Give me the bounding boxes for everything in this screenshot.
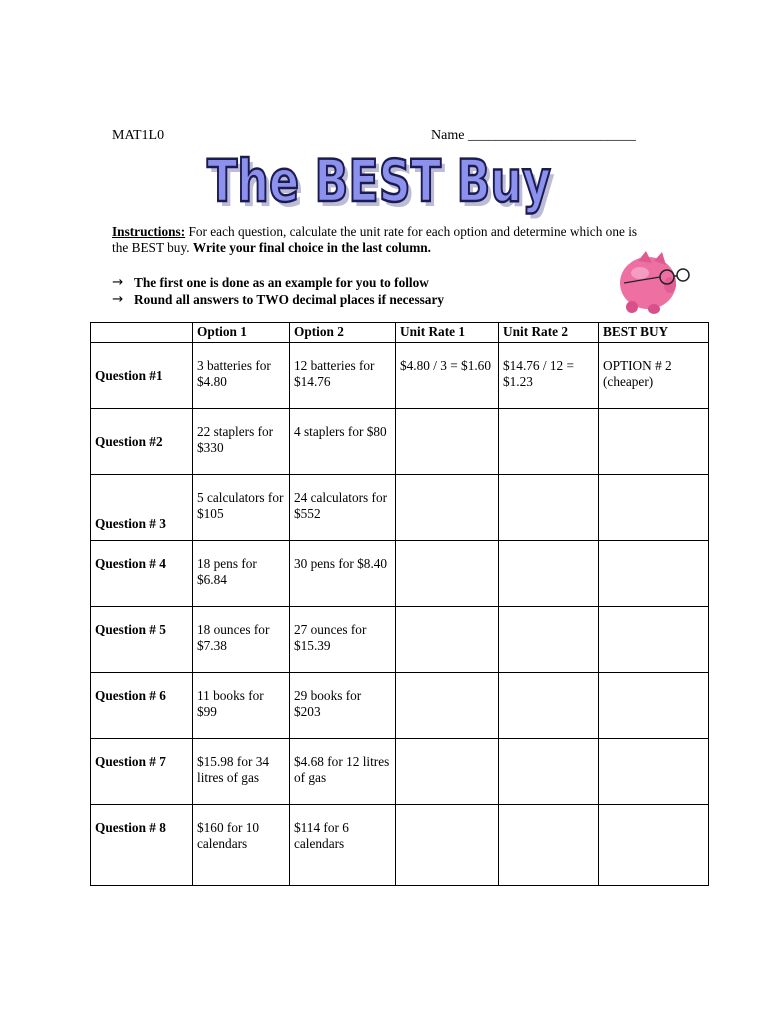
option2-cell: 12 batteries for $14.76: [290, 343, 396, 409]
question-label: Question #1: [91, 343, 193, 409]
bullet-list: [112, 274, 444, 308]
arrow-right-icon: →: [112, 275, 124, 290]
table-row: [91, 673, 709, 739]
arrow-right-icon: →: [112, 292, 124, 307]
option2-cell: 27 ounces for $15.39: [290, 607, 396, 673]
option2-cell: 24 calculators for $552: [290, 475, 396, 541]
unit-rate1-cell: [396, 541, 499, 607]
unit-rate2-cell: [499, 541, 599, 607]
question-label: Question # 6: [91, 673, 193, 739]
option2-cell: 30 pens for $8.40: [290, 541, 396, 607]
course-code: MAT1L0: [112, 128, 165, 143]
unit-rate2-cell: [499, 475, 599, 541]
best-buy-table: [90, 322, 709, 886]
instructions: [112, 224, 642, 256]
column-header: [91, 323, 193, 343]
table-row: [91, 607, 709, 673]
table-row: [91, 409, 709, 475]
column-header: Unit Rate 1: [396, 323, 499, 343]
unit-rate2-cell: [499, 607, 599, 673]
best-buy-cell: [599, 541, 709, 607]
unit-rate2-cell: [499, 805, 599, 886]
question-label: Question # 3: [91, 475, 193, 541]
option1-cell: 5 calculators for $105: [193, 475, 290, 541]
unit-rate2-cell: [499, 673, 599, 739]
table-row: [91, 805, 709, 886]
column-header: Option 2: [290, 323, 396, 343]
bullet-text: The first one is done as an example for you to follow: [134, 275, 429, 290]
instructions-emphasis: Write your final choice in the last column.: [192, 240, 432, 255]
column-header: BEST BUY: [599, 323, 709, 343]
unit-rate1-cell: [396, 673, 499, 739]
name-field-label: Name ________________________: [431, 128, 636, 143]
title-shadow: The BEST Buy: [211, 152, 555, 220]
table-header-row: [91, 323, 709, 343]
question-label: Question # 8: [91, 805, 193, 886]
unit-rate1-cell: [396, 475, 499, 541]
question-label: Question # 7: [91, 739, 193, 805]
best-buy-cell: [599, 739, 709, 805]
table-row: [91, 541, 709, 607]
unit-rate1-cell: [396, 607, 499, 673]
option2-cell: $114 for 6 calendars: [290, 805, 396, 886]
best-buy-cell: [599, 409, 709, 475]
bullet-text: Round all answers to TWO decimal places if necessary: [134, 292, 445, 307]
worksheet-title: [203, 150, 565, 230]
unit-rate2-cell: $14.76 / 12 = $1.23: [499, 343, 599, 409]
column-header: Option 1: [193, 323, 290, 343]
option1-cell: $160 for 10 calendars: [193, 805, 290, 886]
option2-cell: $4.68 for 12 litres of gas: [290, 739, 396, 805]
unit-rate1-cell: [396, 739, 499, 805]
option1-cell: 22 staplers for $330: [193, 409, 290, 475]
best-buy-cell: [599, 673, 709, 739]
piggy-bank-icon: [610, 243, 694, 319]
unit-rate2-cell: [499, 739, 599, 805]
best-buy-cell: [599, 475, 709, 541]
bullet-item: [112, 291, 444, 308]
question-label: Question # 4: [91, 541, 193, 607]
table-row: [91, 475, 709, 541]
instructions-label: Instructions:: [112, 224, 186, 239]
option2-cell: 29 books for $203: [290, 673, 396, 739]
table-row: [91, 739, 709, 805]
best-buy-cell: [599, 607, 709, 673]
unit-rate1-cell: [396, 805, 499, 886]
option1-cell: 3 batteries for $4.80: [193, 343, 290, 409]
unit-rate2-cell: [499, 409, 599, 475]
option1-cell: 18 pens for $6.84: [193, 541, 290, 607]
question-label: Question #2: [91, 409, 193, 475]
best-buy-cell: OPTION # 2 (cheaper): [599, 343, 709, 409]
unit-rate1-cell: [396, 409, 499, 475]
option1-cell: $15.98 for 34 litres of gas: [193, 739, 290, 805]
question-label: Question # 5: [91, 607, 193, 673]
option2-cell: 4 staplers for $80: [290, 409, 396, 475]
table-row: [91, 343, 709, 409]
instructions-text: For each question, calculate the unit rate for each option and determine which one is the BEST buy.: [112, 224, 638, 255]
bullet-item: [112, 274, 444, 291]
option1-cell: 11 books for $99: [193, 673, 290, 739]
option1-cell: 18 ounces for $7.38: [193, 607, 290, 673]
unit-rate1-cell: $4.80 / 3 = $1.60: [396, 343, 499, 409]
column-header: Unit Rate 2: [499, 323, 599, 343]
title-text: The BEST Buy: [207, 150, 551, 215]
best-buy-cell: [599, 805, 709, 886]
